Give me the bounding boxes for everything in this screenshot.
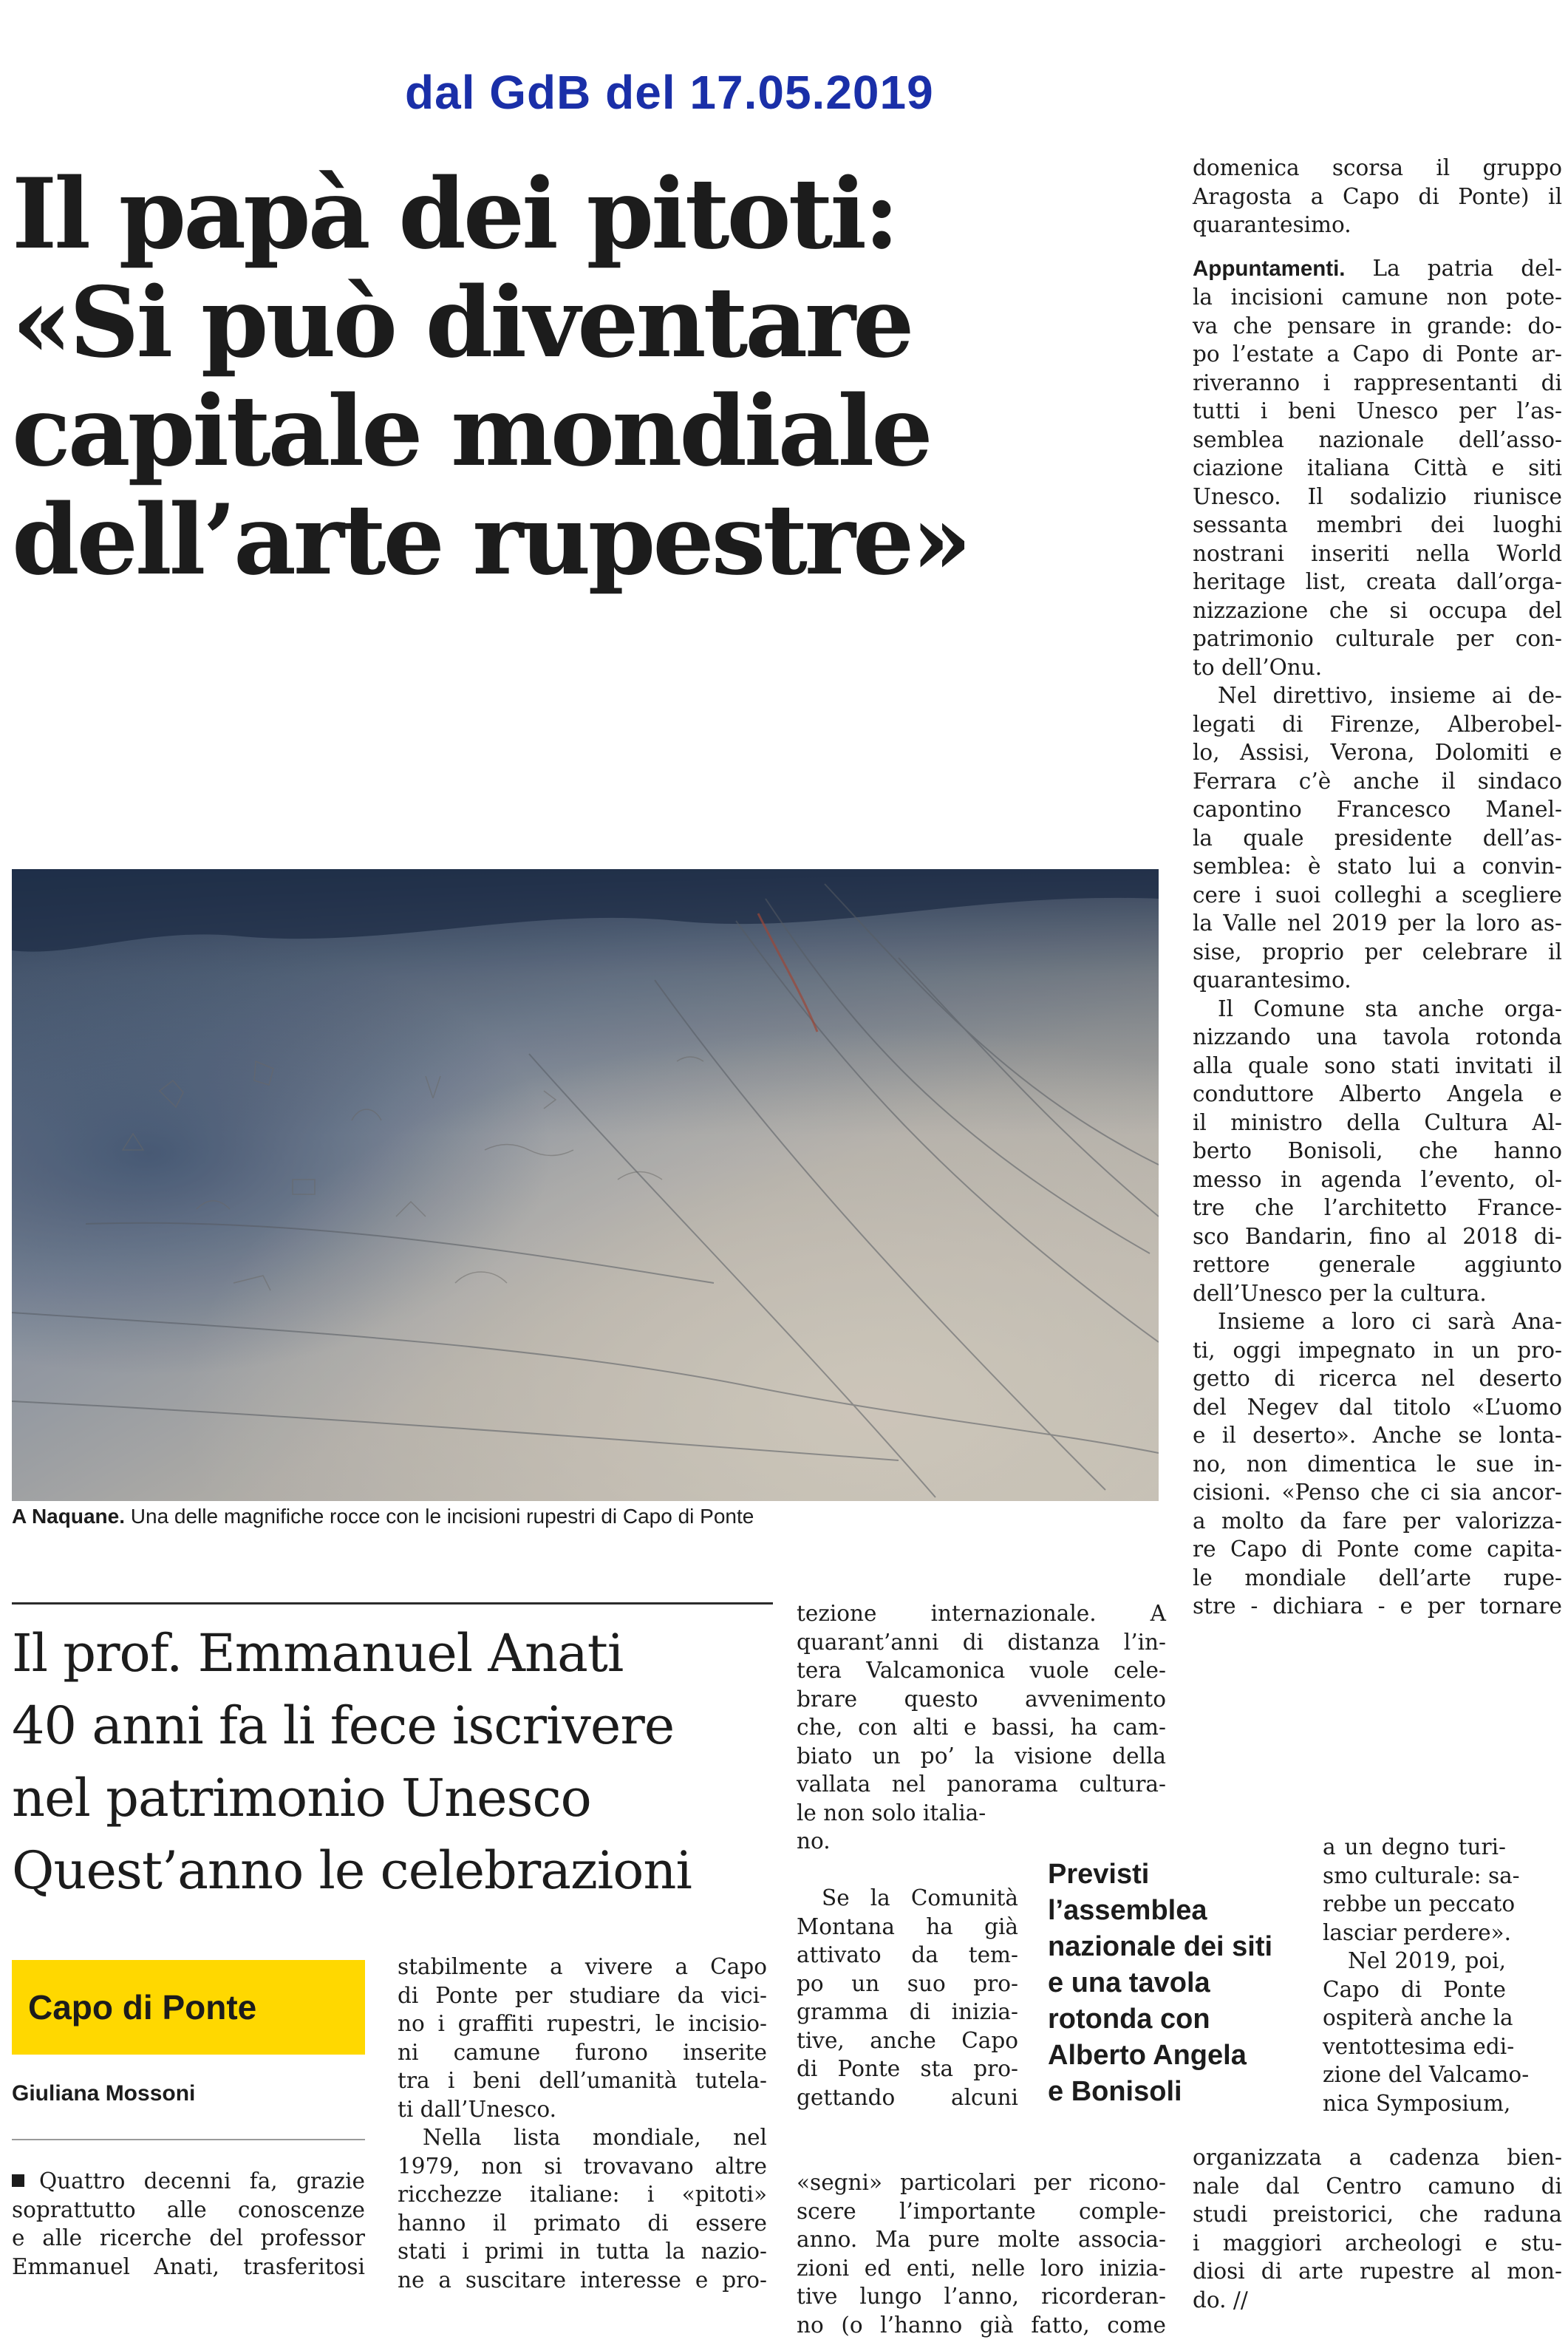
pull-quote-line: l’assemblea <box>1048 1895 1207 1926</box>
pull-quote-line: Previsti <box>1048 1859 1150 1890</box>
article-column-3 <box>797 1599 1166 1856</box>
text-line: la incisioni camune non pote- <box>1193 285 1562 310</box>
text-line: «segni» particolari per ricono- <box>797 2170 1166 2195</box>
text-line: Montana ha già <box>797 1913 1018 1939</box>
paragraph-gap <box>1193 239 1562 254</box>
text-line: messo in agenda l’evento, ol- <box>1193 1166 1562 1192</box>
text-line: Nel 2019, poi, <box>1348 1948 1506 1973</box>
text-line: quarantesimo. <box>1193 967 1351 993</box>
text-line: brare questo avvenimento <box>797 1686 1166 1712</box>
text-line: tezione internazionale. A <box>797 1601 1166 1626</box>
text-line: di Ponte per studiare da vici- <box>398 1982 767 2008</box>
text-line: Il Comune sta anche orga- <box>1218 996 1562 1021</box>
author-byline: Giuliana Mossoni <box>12 2081 196 2106</box>
text-line: semblea nazionale dell’asso- <box>1193 426 1562 452</box>
text-line: sise, proprio per celebrare il <box>1193 939 1562 964</box>
text-line: capontino Francesco Manel- <box>1193 797 1562 822</box>
location-kicker: Capo di Ponte <box>12 1960 365 2055</box>
text-line: legati di Firenze, Alberobel- <box>1193 711 1562 737</box>
text-line: nica Symposium, <box>1323 2090 1511 2116</box>
pull-quote-line: nazionale dei siti <box>1048 1931 1273 1962</box>
text-line: ti dall’Unesco. <box>398 2096 556 2122</box>
text-line: po l’estate a Capo di Ponte ar- <box>1193 341 1562 367</box>
text-line: nale dal Centro camuno di <box>1193 2173 1562 2199</box>
text-line: Emmanuel Anati, trasferitosi <box>12 2253 365 2279</box>
text-line: tra i beni dell’umanità tutela- <box>398 2068 767 2093</box>
text-line: tera Valcamonica vuole cele- <box>797 1658 1166 1683</box>
text-line: zione del Valcamo- <box>1323 2062 1530 2087</box>
subheadline-line: Il prof. Emmanuel Anati <box>12 1623 624 1684</box>
article-column-3-narrow <box>797 1884 1018 2112</box>
source-label: dal GdB del 17.05.2019 <box>405 66 934 119</box>
text-line: Se la Comunità <box>822 1885 1018 1910</box>
headline <box>12 157 1165 596</box>
text-line: gettando alcuni <box>797 2084 1018 2110</box>
subheadline-line: Quest’anno le celebrazioni <box>12 1840 692 1901</box>
subheadline-line: 40 anni fa li fece iscrivere <box>12 1695 675 1756</box>
text-line: tive lungo l’anno, ricorderan- <box>797 2284 1166 2309</box>
text-line: scere l’importante comple- <box>797 2198 1166 2224</box>
section-divider <box>12 1602 773 1605</box>
text-line: berto Bonisoli, che hanno <box>1193 1138 1562 1163</box>
headline-line: dell’arte rupestre» <box>12 483 969 596</box>
text-line: nostrani inseriti nella World <box>1193 540 1562 566</box>
text-line: stabilmente a vivere a Capo <box>398 1954 767 1979</box>
text-line: a un degno turi- <box>1323 1834 1506 1859</box>
text-line: le non solo italia- <box>797 1800 986 1825</box>
text-line: nizzando una tavola rotonda <box>1193 1024 1562 1049</box>
text-line: lo, Assisi, Verona, Dolomiti e <box>1193 740 1562 765</box>
pull-quote-line: Alberto Angela <box>1048 2040 1247 2071</box>
text-line: ti, oggi impegnato in un pro- <box>1193 1337 1562 1363</box>
text-line: biato un po’ la visione della <box>797 1743 1166 1769</box>
text-line: ventottesima edi- <box>1323 2033 1515 2059</box>
article-column-4-narrow <box>1323 1833 1530 2117</box>
article-column-2 <box>398 1953 767 2294</box>
text-line: no, non dimentica le sue in- <box>1193 1451 1562 1477</box>
text-line: tre che l’architetto France- <box>1193 1195 1562 1220</box>
text-line: Capo di Ponte <box>1323 1976 1506 2002</box>
text-line: quarantesimo. <box>1193 212 1351 237</box>
text-line: Appuntamenti. La patria del- <box>1193 255 1562 281</box>
text-line: dell’Unesco per la cultura. <box>1193 1280 1487 1306</box>
subheadline-line: nel patrimonio Unesco <box>12 1768 591 1828</box>
article-column-1 <box>12 2167 365 2281</box>
text-line: nizzazione che si occupa del <box>1193 597 1562 623</box>
text-line: riveranno i rappresentanti di <box>1193 370 1562 395</box>
caption-text: Una delle magnifiche rocce con le incisioni rupestri di Capo di Ponte <box>125 1505 754 1528</box>
text-line: la quale presidente dell’as- <box>1193 825 1562 851</box>
bullet-square-icon <box>12 2174 24 2187</box>
text-line: sessanta membri dei luoghi <box>1193 512 1562 537</box>
text-line: heritage list, creata dall’orga- <box>1193 569 1562 594</box>
text-line: le mondiale dell’arte rupe- <box>1193 1565 1562 1590</box>
text-line: stre - dichiara - e per tornare <box>1193 1593 1562 1619</box>
text-line: ni camune furono inserite <box>398 2039 767 2065</box>
text-line: Aragosta a Capo di Ponte) il <box>1193 183 1562 209</box>
text-line: soprattutto alle conoscenze <box>12 2196 365 2222</box>
headline-line: Il papà dei pitoti: <box>12 157 897 270</box>
text-line: patrimonio culturale per con- <box>1193 626 1562 651</box>
text-line: la Valle nel 2019 per la loro as- <box>1193 911 1562 936</box>
text-line: Insieme a loro ci sarà Ana- <box>1218 1309 1562 1334</box>
text-line: getto di ricerca nel deserto <box>1193 1366 1562 1391</box>
text-line: hanno il primato di essere <box>398 2210 767 2236</box>
byline-divider <box>12 2139 365 2140</box>
text-line: smo culturale: sa- <box>1323 1862 1520 1888</box>
text-line: diosi di arte rupestre al mon- <box>1193 2259 1562 2284</box>
text-line: zioni ed enti, nelle loro inizia- <box>797 2255 1166 2281</box>
photo-caption <box>12 1505 754 1528</box>
text-line: ne a suscitare interesse e pro- <box>398 2267 767 2293</box>
text-line: tutti i beni Unesco per l’as- <box>1193 398 1562 423</box>
text-line: il ministro della Cultura Al- <box>1193 1109 1562 1135</box>
text-line: quarant’anni di distanza l’in- <box>797 1629 1166 1655</box>
text-line: a molto da fare per valorizza- <box>1193 1508 1562 1534</box>
text-line: attivato da tem- <box>797 1942 1018 1967</box>
text-line: Unesco. Il sodalizio riunisce <box>1193 483 1562 509</box>
article-column-4 <box>1193 154 1562 1621</box>
text-line: organizzata a cadenza bien- <box>1193 2145 1562 2170</box>
text-line: rettore generale aggiunto <box>1193 1252 1562 1277</box>
headline-line: capitale mondiale <box>12 374 930 488</box>
text-line: ospiterà anche la <box>1323 2005 1513 2030</box>
text-line: ricchezze italiane: i «pitoti» <box>398 2182 767 2207</box>
text-line: sco Bandarin, fino al 2018 di- <box>1193 1223 1562 1249</box>
text-line: del Negev dal titolo «L’uomo <box>1193 1394 1562 1420</box>
text-line: rebbe un peccato <box>1323 1891 1516 1916</box>
text-line: Nella lista mondiale, nel <box>423 2125 767 2150</box>
text-line: vallata nel panorama cultura- <box>797 1772 1166 1797</box>
text-line: 1979, non si trovavano altre <box>398 2153 767 2179</box>
text-line: alla quale sono stati invitati il <box>1193 1052 1562 1078</box>
text-line: lasciar perdere». <box>1323 1919 1511 1945</box>
pull-quote-line: e Bonisoli <box>1048 2076 1182 2107</box>
text-line: che, con alti e bassi, ha cam- <box>797 1715 1166 1740</box>
text-line: gramma di inizia- <box>797 1999 1018 2024</box>
text-line: i maggiori archeologi e stu- <box>1193 2230 1562 2256</box>
text-line: po un suo pro- <box>797 1970 1018 1996</box>
text-line: anno. Ma pure molte associa- <box>797 2227 1166 2252</box>
caption-place: A Naquane. <box>12 1505 125 1528</box>
article-column-4-bottom <box>1193 2143 1562 2314</box>
pull-quote-line: rotonda con <box>1048 2004 1210 2035</box>
text-line: studi preistorici, che raduna <box>1193 2202 1562 2227</box>
text-line: e il deserto». Anche se lonta- <box>1193 1423 1562 1448</box>
subheadline <box>12 1617 780 1907</box>
text-line: conduttore Alberto Angela e <box>1193 1081 1562 1106</box>
text-line: ciazione italiana Città e siti <box>1193 455 1562 480</box>
text-line: cere i suoi colleghi a scegliere <box>1193 882 1562 908</box>
text-line: Ferrara c’è anche il sindaco <box>1193 768 1562 794</box>
text-line: no. <box>797 1828 831 1854</box>
text-line: no i graffiti rupestri, le incisio- <box>398 2011 767 2036</box>
text-line: to dell’Onu. <box>1193 654 1323 680</box>
text-line: domenica scorsa il gruppo <box>1193 155 1562 180</box>
rock-carvings-photo <box>12 869 1159 1501</box>
text-line: tive, anche Capo <box>797 2027 1018 2053</box>
text-line: no (o l’hanno già fatto, come <box>797 2312 1166 2338</box>
text-line: semblea: è stato lui a convin- <box>1193 854 1562 879</box>
text-line: va che pensare in grande: do- <box>1193 313 1562 338</box>
section-lead: Appuntamenti. <box>1193 256 1346 281</box>
headline-line: «Si può diventare <box>12 265 912 379</box>
text-line: Nel direttivo, insieme ai de- <box>1218 683 1562 708</box>
article-column-3-bottom <box>797 2168 1166 2339</box>
text-line: re Capo di Ponte come capita- <box>1193 1537 1562 1562</box>
pull-quote-line: e una tavola <box>1048 1967 1210 1998</box>
text-line: cisioni. «Penso che ci sia ancor- <box>1193 1480 1562 1505</box>
text-line: stati i primi in tutta la nazio- <box>398 2239 767 2264</box>
text-line: Quattro decenni fa, grazie <box>12 2167 365 2196</box>
text-line: di Ponte sta pro- <box>797 2056 1018 2081</box>
text-line: do. // <box>1193 2287 1248 2313</box>
text-line: e alle ricerche del professor <box>12 2225 365 2250</box>
pull-quote <box>1048 1857 1299 2110</box>
